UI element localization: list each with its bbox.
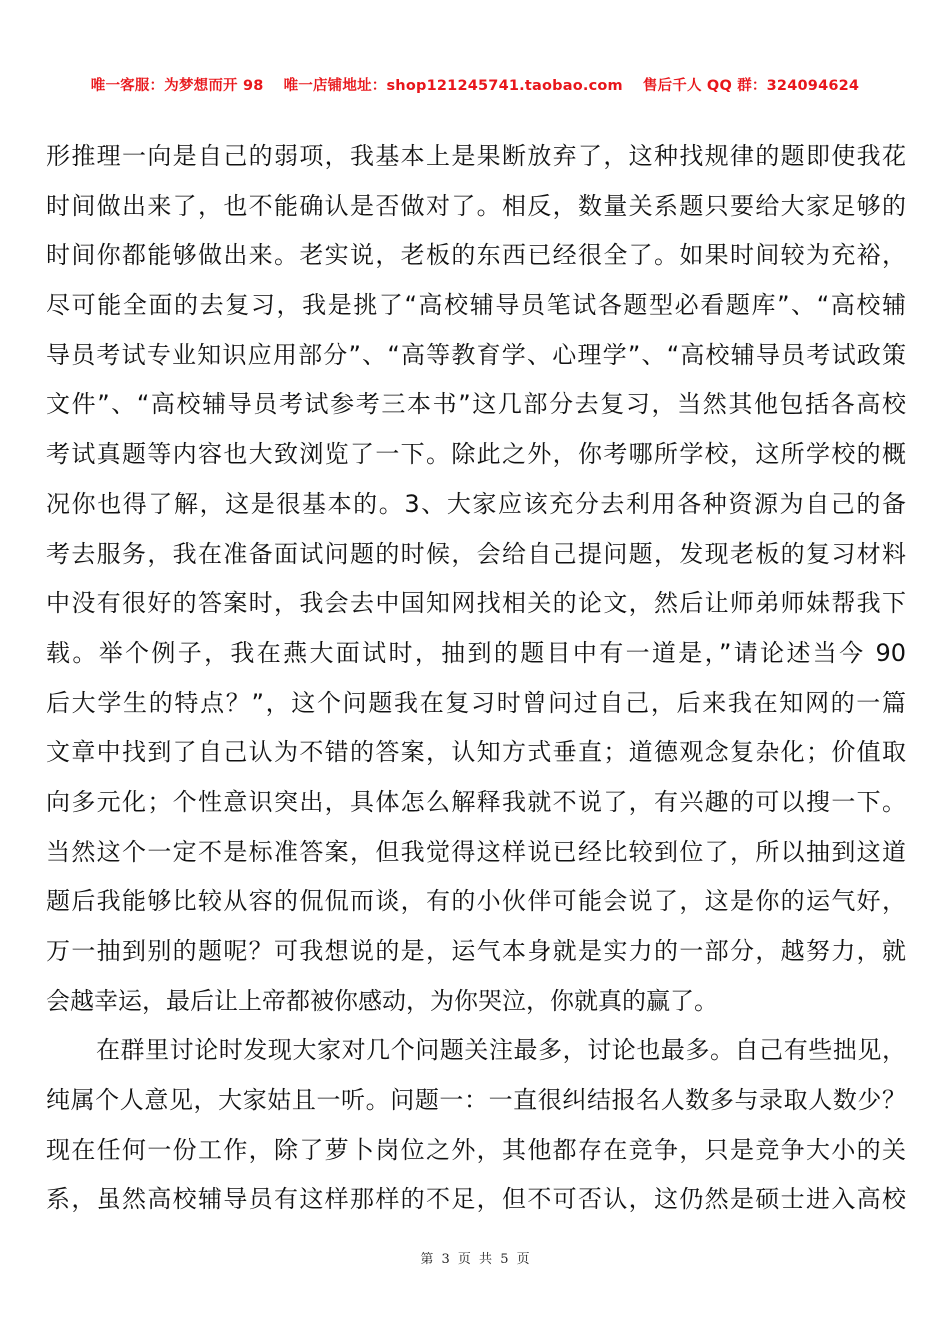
text-line: 时间你都能够做出来。老实说，老板的东西已经很全了。如果时间较为充裕， [46,241,906,270]
text-line: 会越幸运，最后让上帝都被你感动，为你哭泣，你就真的赢了。 [46,986,718,1015]
paragraph-2 [46,1026,906,1225]
text-line: 中没有很好的答案时，我会去中国知网找相关的论文，然后让师弟师妹帮我下 [46,589,906,618]
text-line: 题后我能够比较从容的侃侃而谈，有的小伙伴可能会说了，这是你的运气好， [46,887,906,916]
text-line: 纯属个人意见，大家姑且一听。问题一：一直很纠结报名人数多与录取人数少？ [46,1086,906,1115]
text-line: 向多元化；个性意识突出，具体怎么解释我就不说了，有兴趣的可以搜一下。 [46,787,906,816]
text-line: 考试真题等内容也大致浏览了一下。除此之外，你考哪所学校，这所学校的概 [46,440,906,469]
text-line: 时间做出来了，也不能确认是否做对了。相反，数量关系题只要给大家足够的 [46,191,906,220]
text-line: 形推理一向是自己的弱项，我基本上是果断放弃了，这种找规律的题即使我花 [46,142,906,170]
text-line: 在群里讨论时发现大家对几个问题关注最多，讨论也最多。自己有些拙见， [96,1036,906,1065]
customer-service-text: 唯一客服：为梦想而开 98 [90,78,264,94]
text-line: 尽可能全面的去复习，我是挑了“高校辅导员笔试各题型必看题库”、“高校辅 [46,291,906,320]
text-line: 当然这个一定不是标准答案，但我觉得这样说已经比较到位了，所以抽到这道 [46,837,906,866]
text-line: 系，虽然高校辅导员有这样那样的不足，但不可否认，这仍然是硕士进入高校 [46,1185,906,1214]
qq-group-text: 售后千人 QQ 群：324094624 [642,78,860,94]
text-line: 文章中找到了自己认为不错的答案，认知方式垂直；道德观念复杂化；价值取 [46,738,906,767]
text-line: 后大学生的特点？”，这个问题我在复习时曾问过自己，后来我在知网的一篇 [46,688,906,717]
text-line: 况你也得了解，这是很基本的。3、大家应该充分去利用各种资源为自己的备 [46,489,906,518]
text-line: 载。举个例子，我在燕大面试时，抽到的题目中有一道是，”请论述当今 90 [46,638,906,667]
header-banner [0,74,950,95]
page-number: 第 3 页 共 5 页 [420,1252,530,1267]
text-line: 现在任何一份工作，除了萝卜岗位之外，其他都存在竞争，只是竞争大小的关 [46,1135,906,1164]
shop-address-text: 唯一店铺地址：shop121245741.taobao.com [283,78,623,94]
document-body [46,132,906,1225]
text-line: 考去服务，我在准备面试问题的时候，会给自己提问题，发现老板的复习材料 [46,539,906,568]
text-line: 导员考试专业知识应用部分”、“高等教育学、心理学”、“高校辅导员考试政策 [46,340,906,369]
text-line: 文件”、“高校辅导员考试参考三本书”这几部分去复习，当然其他包括各高校 [46,390,906,419]
paragraph-1 [46,132,906,1026]
text-line: 万一抽到别的题呢？可我想说的是，运气本身就是实力的一部分，越努力，就 [46,937,906,965]
